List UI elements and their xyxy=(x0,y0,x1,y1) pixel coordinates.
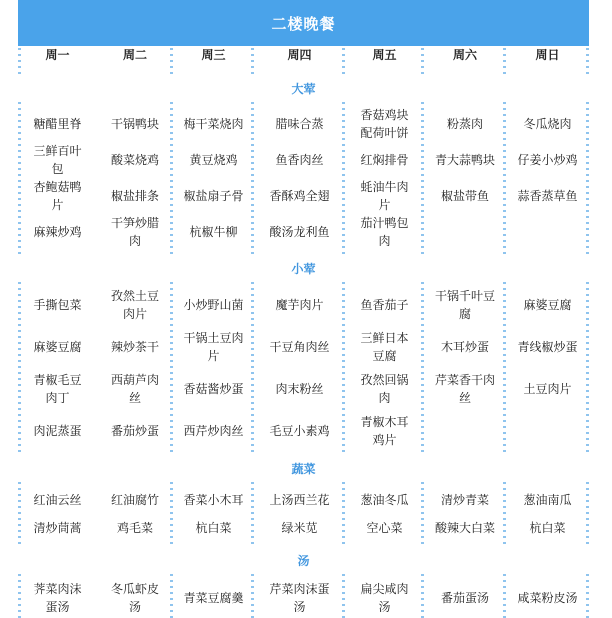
dish-name: 葱油南瓜 xyxy=(523,493,572,507)
dish-list xyxy=(97,572,173,618)
dish-name: 麻婆豆腐 xyxy=(33,340,82,354)
dish-name: 鱼香肉丝 xyxy=(275,153,324,167)
day-dish-cell xyxy=(97,480,173,548)
day-dish-cell xyxy=(345,280,424,456)
day-header: 周三 xyxy=(173,46,254,76)
dish-name: 粉蒸肉 xyxy=(446,117,483,131)
dish-list xyxy=(424,480,506,548)
dish-name: 干锅土豆肉片 xyxy=(183,331,244,363)
dish-name: 酸辣大白菜 xyxy=(434,521,495,535)
dish-list xyxy=(254,100,345,256)
dish-list xyxy=(506,100,589,220)
dish-name: 麻婆豆腐 xyxy=(523,298,572,312)
dish-name: 空心菜 xyxy=(366,521,403,535)
dish-list xyxy=(97,280,173,456)
dish-name: 青线椒炒蛋 xyxy=(517,340,578,354)
dish-name: 杭白菜 xyxy=(195,521,232,535)
day-dish-cell xyxy=(424,280,506,456)
dish-list xyxy=(506,480,589,548)
dish-name: 肉末粉丝 xyxy=(275,382,324,396)
dish-name: 绿米苋 xyxy=(281,521,318,535)
dish-name: 三鲜日本豆腐 xyxy=(360,331,409,363)
dish-name: 腊味合蒸 xyxy=(275,117,324,131)
dish-name: 扁尖咸肉汤 xyxy=(360,582,409,614)
day-dish-cell xyxy=(345,100,424,256)
dish-name: 鱼香茄子 xyxy=(360,298,409,312)
dish-name: 杏鲍菇鸭片 xyxy=(33,180,82,212)
day-header: 周六 xyxy=(424,46,506,76)
dish-name: 葱油冬瓜 xyxy=(360,493,409,507)
dish-name: 茄汁鸭包肉 xyxy=(360,216,409,248)
dish-name: 孜然回锅肉 xyxy=(360,373,409,405)
dish-name: 红油腐竹 xyxy=(110,493,159,507)
dish-name: 西葫芦肉丝 xyxy=(110,373,159,405)
dish-name: 红油云丝 xyxy=(33,493,82,507)
dish-list xyxy=(424,280,506,414)
day-dish-cell xyxy=(18,572,97,618)
dish-name: 木耳炒蛋 xyxy=(440,340,489,354)
section-dishes-row xyxy=(18,280,589,456)
dish-name: 干笋炒腊肉 xyxy=(110,216,159,248)
dish-name: 清炒茼蒿 xyxy=(33,521,82,535)
section-title: 汤 xyxy=(297,553,310,568)
day-dish-cell xyxy=(97,280,173,456)
dish-name: 荠菜肉沫蛋汤 xyxy=(33,582,82,614)
dish-list xyxy=(506,280,589,414)
day-header: 周五 xyxy=(345,46,424,76)
day-dish-cell xyxy=(424,100,506,256)
day-dish-cell xyxy=(18,480,97,548)
dish-name: 辣炒茶干 xyxy=(110,340,159,354)
dish-name: 红焖排骨 xyxy=(360,153,409,167)
dish-name: 小炒野山菌 xyxy=(183,298,244,312)
dish-list xyxy=(18,480,97,548)
dish-name: 杭白菜 xyxy=(529,521,566,535)
dish-name: 梅干菜烧肉 xyxy=(183,117,244,131)
dish-name: 番茄炒蛋 xyxy=(110,424,159,438)
day-header: 周日 xyxy=(506,46,589,76)
dish-list xyxy=(173,100,254,256)
dish-name: 芹菜肉沫蛋汤 xyxy=(269,582,330,614)
day-dish-cell xyxy=(97,572,173,618)
dish-list xyxy=(254,572,345,618)
day-dish-cell xyxy=(254,280,345,456)
dish-name: 椒盐排条 xyxy=(110,189,159,203)
menu-title: 二楼晚餐 xyxy=(271,14,336,33)
dish-name: 孜然土豆肉片 xyxy=(110,289,159,321)
menu-title-banner xyxy=(18,0,589,46)
section-dishes-row xyxy=(18,572,589,618)
dish-list xyxy=(345,480,424,548)
dish-name: 土豆肉片 xyxy=(523,382,572,396)
day-dish-cell xyxy=(97,100,173,256)
section-header-row xyxy=(18,548,589,572)
dish-name: 酸汤龙利鱼 xyxy=(269,225,330,239)
dish-name: 干锅千叶豆腐 xyxy=(434,289,495,321)
dish-name: 椒盐带鱼 xyxy=(440,189,489,203)
dish-list xyxy=(345,280,424,456)
dish-list xyxy=(424,572,506,618)
dish-list xyxy=(345,100,424,256)
dish-name: 蚝油牛肉片 xyxy=(360,180,409,212)
dish-name: 冬瓜虾皮汤 xyxy=(110,582,159,614)
dish-name: 咸菜粉皮汤 xyxy=(517,591,578,605)
dish-list xyxy=(173,572,254,618)
dish-name: 三鲜百叶包 xyxy=(33,144,82,176)
dish-name: 黄豆烧鸡 xyxy=(189,153,238,167)
dish-list xyxy=(97,100,173,256)
day-dish-cell xyxy=(173,572,254,618)
dish-list xyxy=(97,480,173,548)
section-title: 大荤 xyxy=(291,81,316,96)
dish-list xyxy=(254,480,345,548)
day-dish-cell xyxy=(424,572,506,618)
dish-name: 酸菜烧鸡 xyxy=(110,153,159,167)
day-dish-cell xyxy=(506,480,589,548)
dish-name: 肉泥蒸蛋 xyxy=(33,424,82,438)
dish-name: 干锅鸭块 xyxy=(110,117,159,131)
dish-name: 麻辣炒鸡 xyxy=(33,225,82,239)
dish-name: 西芹炒肉丝 xyxy=(183,424,244,438)
section-dishes-row xyxy=(18,100,589,256)
dish-name: 手撕包菜 xyxy=(33,298,82,312)
day-dish-cell xyxy=(424,480,506,548)
dish-list xyxy=(506,572,589,618)
dish-name: 蒜香蒸草鱼 xyxy=(517,189,578,203)
dish-name: 仔姜小炒鸡 xyxy=(517,153,578,167)
dish-list xyxy=(173,280,254,456)
section-title: 蔬菜 xyxy=(291,461,316,476)
dish-list xyxy=(424,100,506,220)
dish-name: 芹菜香干肉丝 xyxy=(434,373,495,405)
section-header-row xyxy=(18,256,589,280)
day-header: 周二 xyxy=(97,46,173,76)
dish-name: 番茄蛋汤 xyxy=(440,591,489,605)
dish-name: 香菇鸡块配荷叶饼 xyxy=(360,108,409,140)
dish-list xyxy=(345,572,424,618)
day-dish-cell xyxy=(254,480,345,548)
dish-list xyxy=(18,280,97,456)
day-dish-cell xyxy=(173,100,254,256)
dish-list xyxy=(18,100,97,256)
dish-name: 青椒毛豆肉丁 xyxy=(33,373,82,405)
dish-name: 杭椒牛柳 xyxy=(189,225,238,239)
day-dish-cell xyxy=(173,480,254,548)
dish-list xyxy=(254,280,345,456)
day-dish-cell xyxy=(506,100,589,256)
day-dish-cell xyxy=(18,100,97,256)
dish-name: 香菜小木耳 xyxy=(183,493,244,507)
day-header: 周四 xyxy=(254,46,345,76)
menu-table xyxy=(18,46,589,618)
dish-name: 糖醋里脊 xyxy=(33,117,82,131)
day-dish-cell xyxy=(173,280,254,456)
section-header-row xyxy=(18,456,589,480)
dish-name: 青菜豆腐羹 xyxy=(183,591,244,605)
dish-name: 冬瓜烧肉 xyxy=(523,117,572,131)
day-dish-cell xyxy=(345,480,424,548)
day-header-row xyxy=(18,46,589,76)
section-header-row xyxy=(18,76,589,100)
dish-name: 上汤西兰花 xyxy=(269,493,330,507)
dish-name: 毛豆小素鸡 xyxy=(269,424,330,438)
dish-name: 香酥鸡全翅 xyxy=(269,189,330,203)
dish-list xyxy=(173,480,254,548)
dish-name: 干豆角肉丝 xyxy=(269,340,330,354)
day-dish-cell xyxy=(254,572,345,618)
dish-name: 青椒木耳鸡片 xyxy=(360,415,409,447)
day-dish-cell xyxy=(345,572,424,618)
day-dish-cell xyxy=(254,100,345,256)
dish-name: 香菇酱炒蛋 xyxy=(183,382,244,396)
dish-name: 鸡毛菜 xyxy=(116,521,153,535)
day-header: 周一 xyxy=(18,46,97,76)
dish-name: 魔芋肉片 xyxy=(275,298,324,312)
dish-name: 清炒青菜 xyxy=(440,493,489,507)
section-dishes-row xyxy=(18,480,589,548)
day-dish-cell xyxy=(18,280,97,456)
section-title: 小荤 xyxy=(291,261,316,276)
day-dish-cell xyxy=(506,280,589,456)
dish-name: 青大蒜鸭块 xyxy=(434,153,495,167)
day-dish-cell xyxy=(506,572,589,618)
dish-list xyxy=(18,572,97,618)
dish-name: 椒盐扇子骨 xyxy=(183,189,244,203)
